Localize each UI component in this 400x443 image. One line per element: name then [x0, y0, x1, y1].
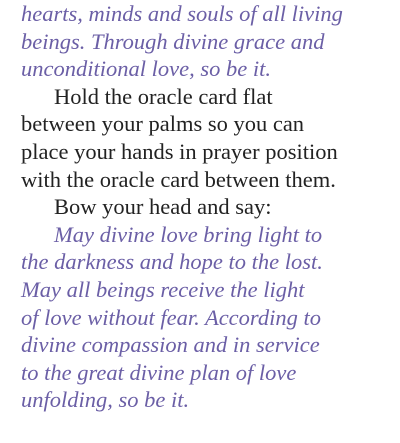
prayer-paragraph — [21, 221, 396, 414]
prayer-line: beings. Through divine grace and — [21, 28, 325, 54]
book-page-text — [21, 0, 396, 414]
prayer-line: May all beings receive the light — [21, 276, 305, 302]
prayer-continuation — [21, 0, 396, 83]
prayer-line: unfolding, so be it. — [21, 387, 190, 413]
prayer-line: the darkness and hope to the lost. — [21, 249, 323, 275]
bow-instruction-paragraph — [21, 193, 396, 221]
prayer-line: hearts, minds and souls of all living — [21, 1, 343, 26]
instruction-line: place your hands in prayer position — [21, 138, 338, 164]
instruction-paragraph — [21, 83, 396, 193]
bow-instruction-line: Bow your head and say: — [54, 194, 272, 220]
prayer-line: of love without fear. According to — [21, 304, 321, 330]
prayer-line: to the great divine plan of love — [21, 359, 297, 385]
instruction-line: with the oracle card between them. — [21, 166, 336, 192]
prayer-line: May divine love bring light to — [54, 221, 323, 247]
instruction-line: between your palms so you can — [21, 111, 305, 137]
prayer-line: divine compassion and in service — [21, 332, 320, 358]
instruction-line: Hold the oracle card flat — [54, 83, 273, 109]
prayer-line: unconditional love, so be it. — [21, 56, 271, 82]
